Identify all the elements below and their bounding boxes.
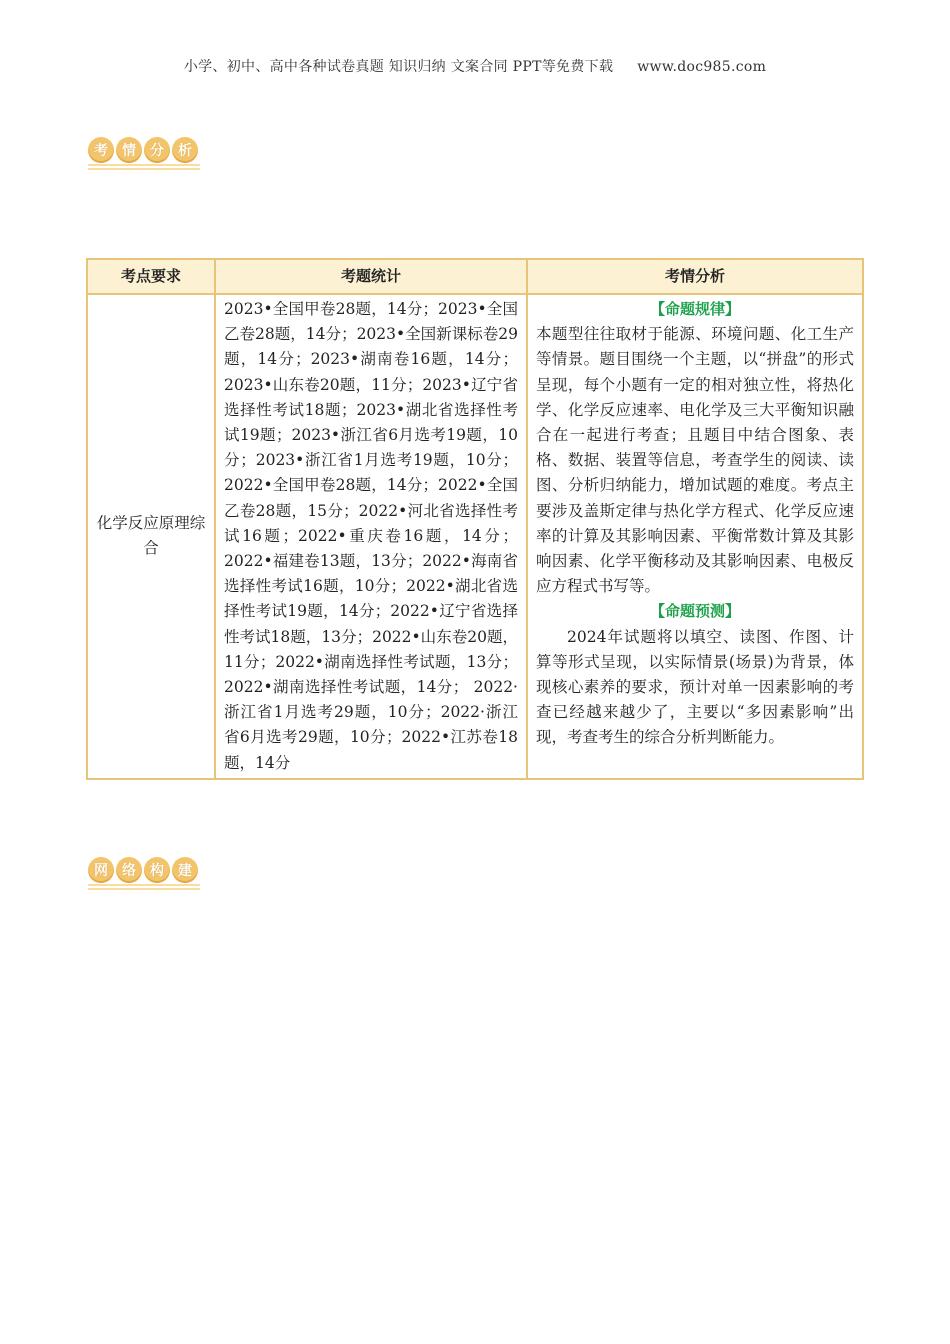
- section-badge-analysis: [88, 130, 198, 170]
- header-text: 小学、初中、高中各种试卷真题 知识归纳 文案合同 PPT等免费下载: [183, 59, 614, 75]
- analysis-cell: [527, 294, 863, 779]
- requirement-text: 化学反应原理综合: [96, 514, 206, 558]
- badge-char: 考: [88, 137, 114, 163]
- header-url[interactable]: www.doc985.com: [637, 59, 767, 75]
- badge-char: 构: [144, 857, 170, 883]
- badge-char: 情: [116, 137, 142, 163]
- requirement-cell: [87, 294, 215, 779]
- badge-underline: [88, 164, 200, 170]
- forecast-text: 2024年试题将以填空、读图、作图、计算等形式呈现，以实际情景(场景)为背景，体现核心素养的要求，预计对单一因素影响的考查已经越来越少了，主要以“多因素影响”出现，考查考生的综合分析判断能力。: [536, 627, 854, 747]
- rule-title: 【命题规律】: [649, 300, 740, 318]
- header-requirement: 考点要求: [87, 259, 215, 294]
- section-badge-network: [88, 850, 198, 890]
- stats-cell: [215, 294, 527, 779]
- rule-text: 本题型往往取材于能源、环境问题、化工生产等情景。题目围绕一个主题，以“拼盘”的形式呈现，每个小题有一定的相对独立性，将热化学、化学反应速率、电化学及三大平衡知识融合在一起进行考查；且题目中结合图象、表格、数据、装置等信息，考查学生的阅读、读图、分析归纳能力，增加试题的难度。考点主要涉及盖斯定律与热化学方程式、化学反应速率的计算及其影响因素、平衡常数计算及其影响因素、化学平衡移动及其影响因素、电极反应方程式书写等。: [536, 325, 854, 596]
- badge-char: 络: [116, 857, 142, 883]
- exam-analysis-table: [86, 258, 864, 780]
- stats-text: 2023•全国甲卷28题，14分；2023•全国乙卷28题，14分；2023•全国新课标卷29题，14分；2023•湖南卷16题，14分；2023•山东卷20题，11分；2023•辽宁省选择性考试18题；2023•湖北省选择性考试19题；2023•浙江省6月选考19题，10分；2023•浙江省1月选考19题，10分；2022•全国甲卷28题，14分；2022•全国乙卷28题，15分；2022•河北省选择性考试16题；2022•重庆卷16题，14分；2022•福建卷13题，13分；2022•海南省选择性考试16题，10分；2022•湖北省选择性考试19题，14分；2022•辽宁省选择性考试18题，13分；2022•山东卷20题，11分；2022•湖南选择性考试题，13分；2022•湖南选择性考试题，14分； 2022·浙江省1月选考29题，10分；2022·浙江省6月选考29题，10分；2022•江苏卷18题，14分: [224, 300, 518, 772]
- badge-char: 网: [88, 857, 114, 883]
- badge-char: 析: [172, 137, 198, 163]
- page-header: [0, 56, 950, 76]
- badge-underline: [88, 884, 200, 890]
- table-header-row: [87, 259, 863, 294]
- header-analysis: 考情分析: [527, 259, 863, 294]
- badge-char: 建: [172, 857, 198, 883]
- forecast-title: 【命题预测】: [649, 602, 740, 621]
- badge-char: 分: [144, 137, 170, 163]
- table-row: [87, 294, 863, 779]
- header-stats: 考题统计: [215, 259, 527, 294]
